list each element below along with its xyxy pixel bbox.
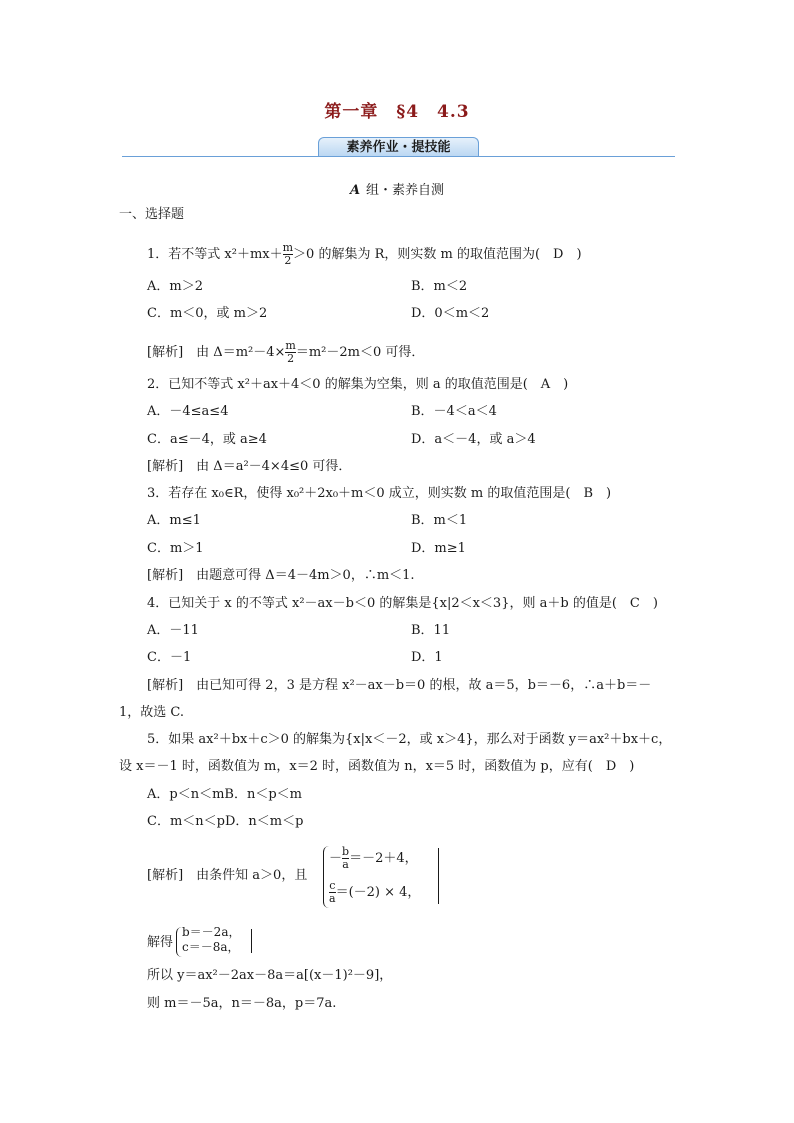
system-right-bar <box>438 848 439 904</box>
q4-solution-line2: 1，故选 C. <box>119 705 185 720</box>
system-eq1: － $\frac{b}{a}$ ＝－2＋4， <box>329 845 418 871</box>
q5-so-line: 所以 y＝ax²－2ax－8a＝a[(x－1)²－9]， <box>147 968 393 983</box>
q4-option-a: A．－11 <box>147 623 199 638</box>
solve-label: 解得 <box>147 935 174 950</box>
group-text: 组・素养自测 <box>366 183 445 198</box>
q4-option-c: C．－1 <box>147 650 192 665</box>
header-divider <box>122 156 675 157</box>
q3-option-a: A．m≤1 <box>147 513 201 528</box>
part-heading: 一、选择题 <box>119 207 185 222</box>
q4-stem: 4．已知关于 x 的不等式 x²－ax－b＜0 的解集是{x|2＜x＜3}，则 a＋b 的值是( C ) <box>147 596 658 611</box>
q5-then-line: 则 m＝－5a，n＝－8a，p＝7a. <box>147 996 337 1011</box>
q3-option-b: B．m＜1 <box>411 513 468 528</box>
solve-eq1: b＝－2a， <box>182 925 241 939</box>
q5-stem-line2: 设 x＝－1 时，函数值为 m，x＝2 时，函数值为 n，x＝5 时，函数值为 p，应有( D ) <box>119 759 635 774</box>
q2-stem: 2．已知不等式 x²＋ax＋4＜0 的解集为空集，则 a 的取值范围是( A ) <box>147 377 569 392</box>
q5-solution: [解析] 由条件知 a＞0，且 <box>147 868 308 883</box>
q1-option-b: B．m＜2 <box>411 279 468 294</box>
q1-option-d: D．0＜m＜2 <box>411 306 490 321</box>
q3-option-c: C．m＞1 <box>147 541 204 556</box>
page-title: 第一章 §4 4.3 <box>324 102 470 122</box>
solve-eq2: c＝－8a， <box>182 940 240 954</box>
solution-label: [解析] <box>147 568 184 583</box>
q1-stem: 1．若不等式 x²＋mx＋ $\frac{m}{2}$ ＞0 的解集为 R，则实数 m 的取值范围为( D ) <box>147 241 582 267</box>
group-letter: A <box>349 183 361 198</box>
solution-label: [解析] <box>147 678 184 693</box>
solve-right-bar <box>251 929 252 953</box>
q1-solution-fraction: $\frac{m}{2}$ <box>285 339 296 365</box>
q4-option-d: D．1 <box>411 650 443 665</box>
q1-option-a: A．m＞2 <box>147 279 203 294</box>
q1-fraction: $\frac{m}{2}$ <box>282 241 294 267</box>
q3-option-d: D．m≥1 <box>411 541 466 556</box>
q5-stem-line1: 5．如果 ax²＋bx＋c＞0 的解集为{x|x＜－2，或 x＞4}，那么对于函数 y＝ax²＋bx＋c， <box>147 732 672 747</box>
solution-label: [解析] <box>147 459 184 474</box>
q1-option-c: C．m＜0，或 m＞2 <box>147 306 268 321</box>
q3-stem: 3．若存在 x₀∈R，使得 x₀²＋2x₀＋m＜0 成立，则实数 m 的取值范围是( B ) <box>147 486 612 501</box>
q2-option-a: A．－4≤a≤4 <box>147 404 229 419</box>
solution-label: [解析] <box>147 868 184 883</box>
q2-option-c: C．a≤－4，或 a≥4 <box>147 432 267 447</box>
q3-solution: [解析] 由题意可得 Δ＝4－4m＞0，∴m＜1. <box>147 568 415 583</box>
q4-option-b: B．11 <box>411 623 451 638</box>
group-heading <box>0 179 794 198</box>
solution-label: [解析] <box>147 345 184 360</box>
q5-options-ab: A．p＜n＜mB．n＜p＜m <box>147 787 302 802</box>
section-badge: 素养作业・提技能 <box>318 137 479 157</box>
q4-solution-line1: [解析] 由已知可得 2，3 是方程 x²－ax－b＝0 的根，故 a＝5，b＝－6，∴a＋b＝－ <box>147 678 652 693</box>
q2-option-b: B．－4＜a＜4 <box>411 404 497 419</box>
q2-option-d: D．a＜－4，或 a＞4 <box>411 432 536 447</box>
q5-options-cd: C．m＜n＜pD．n＜m＜p <box>147 814 304 829</box>
q1-solution: [解析] 由 Δ＝m²－4× $\frac{m}{2}$ ＝m²－2m＜0 可得． <box>147 339 425 365</box>
q2-solution: [解析] 由 Δ＝a²－4×4≤0 可得． <box>147 459 352 474</box>
system-eq2: $\frac{c}{a}$ ＝(－2) × 4， <box>329 879 421 905</box>
